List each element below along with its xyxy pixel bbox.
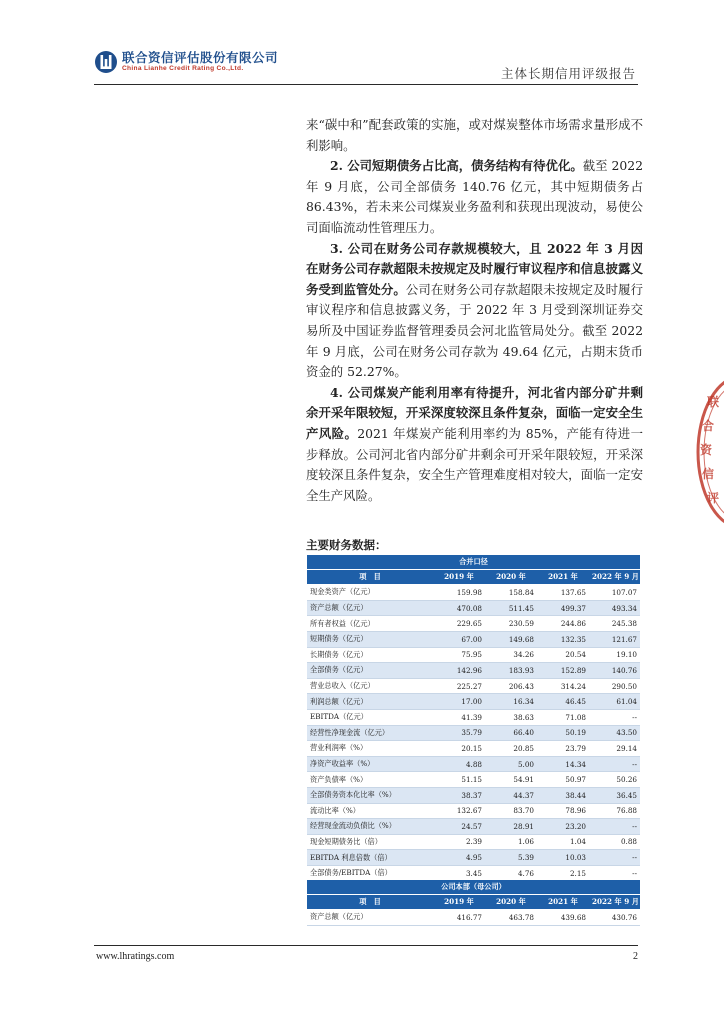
table-cell-value: 225.27: [433, 678, 485, 694]
column-header-period: 2022 年 9 月: [589, 894, 640, 910]
table-row: [307, 850, 640, 866]
table-cell-value: 0.88: [589, 834, 640, 850]
paragraph-short-term-debt: [306, 156, 643, 238]
table-cell-value: 245.38: [589, 616, 640, 632]
table-cell-value: 132.67: [433, 803, 485, 819]
table-row: [307, 725, 640, 741]
table-cell-value: 159.98: [433, 585, 485, 601]
table-cell-value: 36.45: [589, 787, 640, 803]
table-row: [307, 709, 640, 725]
paragraph-carbon-neutral: 来“碳中和”配套政策的实施，或对煤炭整体市场需求量形成不利影响。: [306, 117, 643, 153]
risk-factors-text: [306, 115, 643, 506]
table-cell-value: 121.67: [589, 631, 640, 647]
row-label: 利润总额（亿元）: [307, 694, 433, 710]
table-cell-value: 14.34: [537, 756, 589, 772]
table-cell-value: 2.39: [433, 834, 485, 850]
paragraph-coal-capacity: [306, 383, 643, 507]
table-cell-value: 416.77: [433, 910, 485, 926]
table-cell-value: 75.95: [433, 647, 485, 663]
report-title: 主体长期信用评级报告: [500, 66, 636, 81]
column-header-period: 2020 年: [485, 569, 537, 585]
table-cell-value: 61.04: [589, 694, 640, 710]
row-label: 资产负债率（%）: [307, 772, 433, 788]
table-cell-value: 20.15: [433, 741, 485, 757]
svg-text:合: 合: [702, 419, 715, 433]
table-cell-value: 19.10: [589, 647, 640, 663]
paragraph-finance-company-deposits: [306, 239, 643, 383]
table-cell-value: 152.89: [537, 663, 589, 679]
table-cell-value: 43.50: [589, 725, 640, 741]
table-cell-value: 54.91: [485, 772, 537, 788]
table-cell-value: 17.00: [433, 694, 485, 710]
paragraph-heading: 3. 公司在财务公司存款规模较大，且 2022 年 3 月因在财务公司存款超限未按规定及时履行审议程序和信息披露义务受到监管处分。: [306, 240, 643, 297]
footer-website: www.lhratings.com: [96, 951, 175, 962]
table-scope-label: 公司本部（母公司）: [307, 880, 640, 894]
svg-text:信: 信: [702, 467, 715, 481]
table-cell-value: 76.88: [589, 803, 640, 819]
row-label: EBITDA（亿元）: [307, 709, 433, 725]
table-cell-value: 29.14: [589, 741, 640, 757]
column-header-period: 2019 年: [433, 569, 485, 585]
table-row: [307, 756, 640, 772]
table-cell-value: 158.84: [485, 585, 537, 601]
paragraph-body: 2021 年煤炭产能利用率约为 85%，产能有待进一步释放。公司河北省内部分矿井剩余可开采年限较短，开采深度较深且条件复杂，安全生产管理难度相对较大，面临一定安全生产风险。: [306, 425, 644, 503]
table-cell-value: 67.00: [433, 631, 485, 647]
company-logo: [94, 50, 278, 74]
row-label: 短期债务（亿元）: [307, 631, 433, 647]
consolidated-financial-table: [307, 555, 640, 881]
table-cell-value: --: [589, 756, 640, 772]
table-cell-value: 230.59: [485, 616, 537, 632]
company-name-en: China Lianhe Credit Rating Co.,Ltd.: [122, 65, 244, 72]
table-cell-value: 229.65: [433, 616, 485, 632]
parent-company-financial-table: [307, 880, 640, 926]
table-cell-value: 28.91: [485, 819, 537, 835]
table-row: [307, 834, 640, 850]
table-cell-value: 16.34: [485, 694, 537, 710]
row-label: 营业总收入（亿元）: [307, 678, 433, 694]
table-cell-value: 511.45: [485, 600, 537, 616]
svg-text:联: 联: [707, 395, 720, 409]
column-header-item: 项 目: [307, 894, 433, 910]
paragraph-body: 截至 2022 年 9 月底，公司全部债务 140.76 亿元，其中短期债务占 86.43%，若未来公司煤炭业务盈利和获现出现波动，易使公司面临流动性管理压力。: [306, 158, 643, 235]
paragraph-heading: 4. 公司煤炭产能利用率有待提升，河北省内部分矿井剩余开采年限较短，开采深度较深且条件复杂，面临一定安全生产风险。: [306, 384, 643, 441]
table-cell-value: 38.37: [433, 787, 485, 803]
table-cell-value: 23.20: [537, 819, 589, 835]
financial-data-title: 主要财务数据：: [306, 538, 387, 552]
table-cell-value: 493.34: [589, 600, 640, 616]
table-cell-value: 1.06: [485, 834, 537, 850]
table-cell-value: 5.00: [485, 756, 537, 772]
footer-divider: [94, 945, 638, 946]
table-cell-value: 20.85: [485, 741, 537, 757]
paragraph-heading: 2. 公司短期债务占比高，债务结构有待优化。: [330, 158, 583, 174]
row-label: 现金类资产（亿元）: [307, 585, 433, 601]
table-cell-value: 206.43: [485, 678, 537, 694]
table-cell-value: 78.96: [537, 803, 589, 819]
table-cell-value: 142.96: [433, 663, 485, 679]
table-row: [307, 678, 640, 694]
company-seal-stamp: [694, 372, 724, 532]
row-label: 资产总额（亿元）: [307, 600, 433, 616]
table-row: [307, 772, 640, 788]
table-row: [307, 631, 640, 647]
table-cell-value: 50.19: [537, 725, 589, 741]
table-cell-value: 20.54: [537, 647, 589, 663]
page-number: 2: [633, 951, 638, 962]
table-cell-value: 4.95: [433, 850, 485, 866]
column-header-period: 2020 年: [485, 894, 537, 910]
table-row: [307, 585, 640, 601]
table-cell-value: 149.68: [485, 631, 537, 647]
column-header-period: 2019 年: [433, 894, 485, 910]
table-cell-value: 50.97: [537, 772, 589, 788]
table-cell-value: 66.40: [485, 725, 537, 741]
table-cell-value: 23.79: [537, 741, 589, 757]
company-logo-icon: [94, 50, 118, 74]
row-label: EBITDA 利息倍数（倍）: [307, 850, 433, 866]
table-cell-value: 132.35: [537, 631, 589, 647]
table-cell-value: 51.15: [433, 772, 485, 788]
table-row: [307, 910, 640, 926]
table-cell-value: 4.76: [485, 865, 537, 881]
table-cell-value: 290.50: [589, 678, 640, 694]
row-label: 营业利润率（%）: [307, 741, 433, 757]
svg-text:评: 评: [707, 491, 720, 505]
table-cell-value: --: [589, 850, 640, 866]
table-cell-value: 46.45: [537, 694, 589, 710]
row-label: 全部债务/EBITDA（倍）: [307, 865, 433, 881]
row-label: 现金短期债务比（倍）: [307, 834, 433, 850]
table-cell-value: 10.03: [537, 850, 589, 866]
table-row: [307, 600, 640, 616]
table-cell-value: 463.78: [485, 910, 537, 926]
table-cell-value: 3.45: [433, 865, 485, 881]
row-label: 所有者权益（亿元）: [307, 616, 433, 632]
table-row: [307, 647, 640, 663]
table-cell-value: 35.79: [433, 725, 485, 741]
row-label: 流动比率（%）: [307, 803, 433, 819]
table-cell-value: 83.70: [485, 803, 537, 819]
table-row: [307, 803, 640, 819]
table-row: [307, 865, 640, 881]
column-header-item: 项 目: [307, 569, 433, 585]
svg-text:资: 资: [700, 443, 713, 457]
table-cell-value: 314.24: [537, 678, 589, 694]
column-header-period: 2021 年: [537, 569, 589, 585]
table-cell-value: 34.26: [485, 647, 537, 663]
table-row: [307, 819, 640, 835]
table-header-row: [307, 569, 640, 585]
table-cell-value: --: [589, 819, 640, 835]
table-cell-value: 244.86: [537, 616, 589, 632]
table-scope-label: 合并口径: [307, 555, 640, 569]
row-label: 长期债务（亿元）: [307, 647, 433, 663]
row-label: 经营性净现金流（亿元）: [307, 725, 433, 741]
table-cell-value: --: [589, 865, 640, 881]
table-cell-value: 50.26: [589, 772, 640, 788]
row-label: 经营现金流动负债比（%）: [307, 819, 433, 835]
table-cell-value: 140.76: [589, 663, 640, 679]
table-row: [307, 694, 640, 710]
table-cell-value: 430.76: [589, 910, 640, 926]
column-header-period: 2021 年: [537, 894, 589, 910]
company-name-cn: 联合资信评估股份有限公司: [122, 50, 279, 65]
table-row: [307, 787, 640, 803]
table-cell-value: 137.65: [537, 585, 589, 601]
row-label: 净资产收益率（%）: [307, 756, 433, 772]
table-cell-value: 24.57: [433, 819, 485, 835]
table-cell-value: 107.07: [589, 585, 640, 601]
row-label: 资产总额（亿元）: [307, 910, 433, 926]
table-cell-value: 5.39: [485, 850, 537, 866]
table-row: [307, 616, 640, 632]
table-header-row: [307, 894, 640, 910]
header-divider: [94, 84, 638, 85]
table-cell-value: 1.04: [537, 834, 589, 850]
table-cell-value: 38.44: [537, 787, 589, 803]
table-cell-value: 439.68: [537, 910, 589, 926]
table-row: [307, 741, 640, 757]
row-label: 全部债务资本化比率（%）: [307, 787, 433, 803]
table-cell-value: --: [589, 709, 640, 725]
table-cell-value: 38.63: [485, 709, 537, 725]
table-cell-value: 470.08: [433, 600, 485, 616]
table-cell-value: 41.39: [433, 709, 485, 725]
paragraph-body: 公司在财务公司存款超限未按规定及时履行审议程序和信息披露义务，于 2022 年 3 月受到深圳证券交易所及中国证券监督管理委员会河北监管局处分。截至 2022 年 9 月底，公司在财务公司存款为 49.64 亿元，占期末货币资金的 52.27%。: [306, 281, 644, 380]
row-label: 全部债务（亿元）: [307, 663, 433, 679]
table-cell-value: 2.15: [537, 865, 589, 881]
table-cell-value: 4.88: [433, 756, 485, 772]
table-cell-value: 499.37: [537, 600, 589, 616]
table-row: [307, 663, 640, 679]
table-cell-value: 71.08: [537, 709, 589, 725]
column-header-period: 2022 年 9 月: [589, 569, 640, 585]
table-cell-value: 44.37: [485, 787, 537, 803]
table-cell-value: 183.93: [485, 663, 537, 679]
